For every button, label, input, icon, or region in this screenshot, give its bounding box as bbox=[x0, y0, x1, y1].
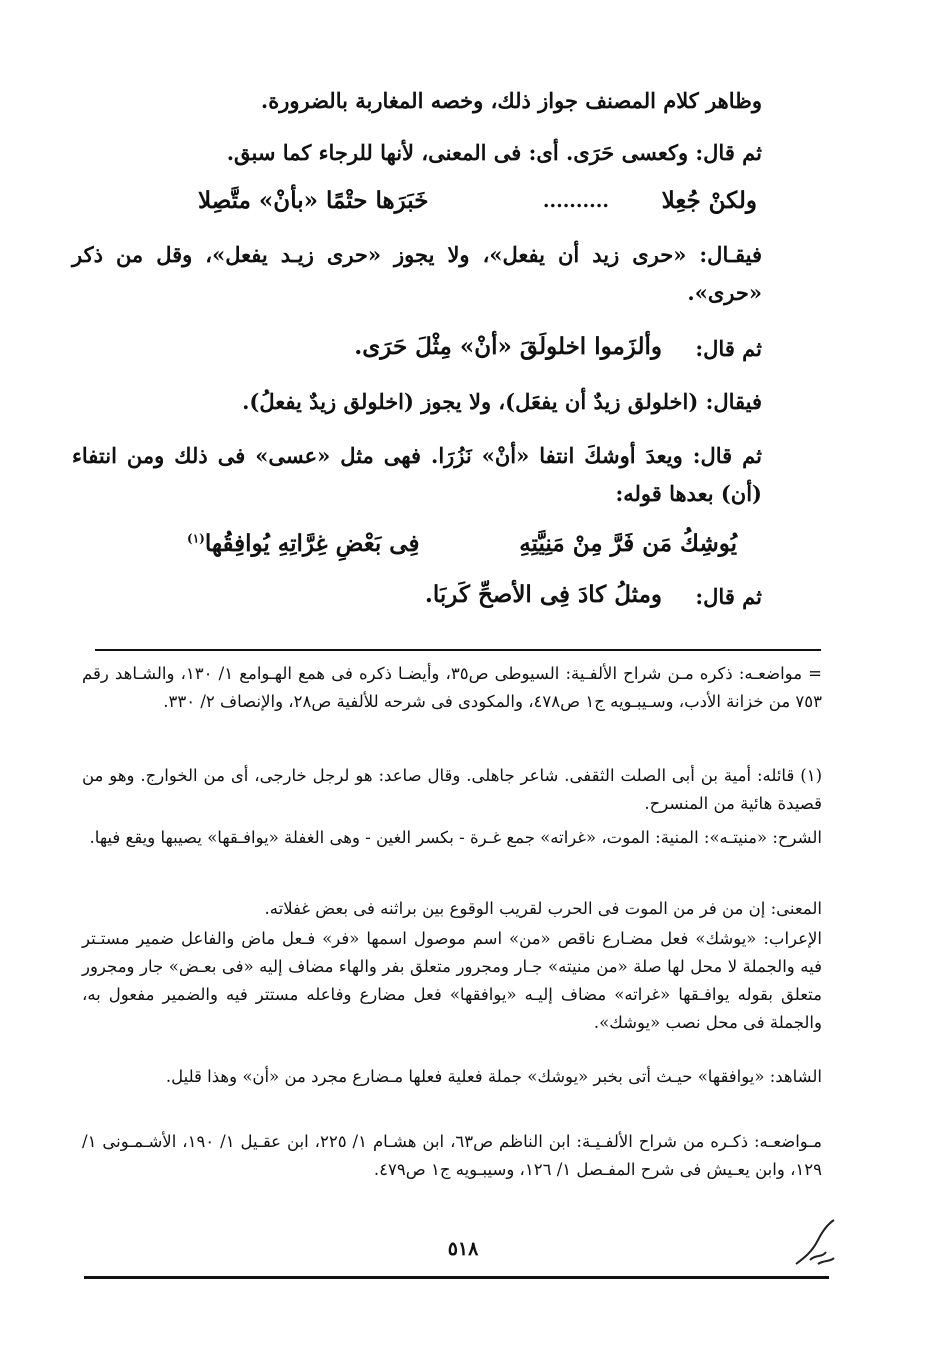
verse-half bbox=[187, 530, 419, 557]
page-number: ٥١٨ bbox=[447, 1238, 479, 1260]
text-paragraph: فيقـال: «حرى زيد أن يفعل»، ولا يجوز «حرى زيـد يفعل»، وقل من ذكر «حرى». bbox=[72, 242, 762, 305]
text-line: وظاهر كلام المصنف جواز ذلك، وخصه المغاربة بالضرورة. bbox=[260, 88, 762, 113]
footnote-explanation: الشرح: «منيتـه»: المنية: الموت، «غراته» جمع غـرة - بكسر الغين - وهى الغفلة «يوافـقها» يصيبها ويقع فيها. bbox=[89, 828, 822, 847]
footnote-parsing: الإعراب: «يوشك» فعل مضـارع ناقص «من» اسم موصول اسمها «فر» فـعل ماض والفاعل ضمير مستـتر فيه والجملة لا محل لها صلة «من منيته» جـار ومجرور متعلق بفر والهاء مضاف إليه «فى بعـض» جار ومجرور متعلق بقوله يوافـقها «غراته» مضاف إليـه «يوافقها» فعل مضارع وفاعله مستتر فيه والضمير مفعول به، والجملة فى محل نصب «يوشك». bbox=[82, 929, 822, 1032]
text-paragraph: ثم قال: ويعدَ أوشكَ انتفا «أنْ» نَزُرَا. فهى مثل «عسى» فى ذلك ومن انتفاء (أن) بعدها قوله: bbox=[72, 443, 762, 506]
footnote-sources: مـواضعـه: ذكـره من شراح الألفـيـة: ابن الناظم ص٦٣، ابن هشـام ١/ ٢٢٥، ابن عقـيل ١/ ١٩٠، الأشـمـونى ١/ ١٢٩، وابن يعـيش فى شرح المفـصل ١/ ١٢٦، وسيبـويه ج١ ص٤٧٩. bbox=[82, 1132, 822, 1179]
bottom-rule bbox=[84, 1276, 829, 1279]
footnote-separator bbox=[95, 649, 821, 651]
verse-half: ولكنْ جُعِلا bbox=[661, 187, 757, 214]
verse-text: فِى بَعْضِ غِرَّاتِهِ يُوافِقُها bbox=[204, 530, 420, 557]
footnote-sources: = مواضعـه: ذكره مـن شراح الألفـية: السيوطى ص٣٥، وأيضـا ذكره فى همع الهـوامع ١/ ١٣٠، والشـاهد رقم ٧٥٣ من خزانة الأدب، وسـيبـويه ج١ ص٤٧٨، والمكودى فى شرحه للألفية ص٢٨، والإنصاف ٢/ ٣٣٠. bbox=[82, 664, 822, 711]
footnote-meaning: المعنى: إن من فر من الموت فى الحرب لقريب الوقوع بين براثنه فى بعض غفلاته. bbox=[264, 899, 822, 918]
signature-mark bbox=[790, 1214, 840, 1272]
footnote-evidence: الشاهد: «يوافقها» حيـث أتى بخبر «يوشك» جملة فعلية فعلها مـضارع مجرد من «أن» وهذا قليل. bbox=[165, 1067, 822, 1086]
text-line: ثم قال: وكعسى حَرَى. أى: فى المعنى، لأنها للرجاء كما سبق. bbox=[226, 140, 762, 165]
verse: وألزَموا اخلولَقَ «أنْ» مِثْلَ حَرَى. bbox=[354, 333, 662, 360]
verse-ellipsis: .......... bbox=[542, 190, 609, 212]
footnote-poet: (١) قائله: أمية بن أبى الصلت الثقفى. شاعر جاهلى. وقال صاعد: هو لرجل خارجى، أى من الخوارج. وهو من قصيدة هائية من المنسرح. bbox=[82, 766, 822, 813]
text-line: ثم قال: bbox=[695, 336, 762, 361]
verse-half: يُوشِكُ مَن فَرَّ مِنْ مَنِيَّتِهِ bbox=[519, 530, 737, 557]
text-line: ثم قال: bbox=[695, 584, 762, 609]
text-line: فيقال: (اخلولق زيدٌ أن يفعَل)، ولا يجوز (اخلولق زيدٌ يفعلُ). bbox=[242, 389, 762, 414]
verse-half: خَبَرَها حتْمًا «بأنْ» متَّصِلا bbox=[198, 187, 429, 214]
verse: ومثلُ كادَ فِى الأصحِّ كَربَا. bbox=[424, 581, 662, 608]
footnote-marker: (١) bbox=[187, 531, 205, 546]
